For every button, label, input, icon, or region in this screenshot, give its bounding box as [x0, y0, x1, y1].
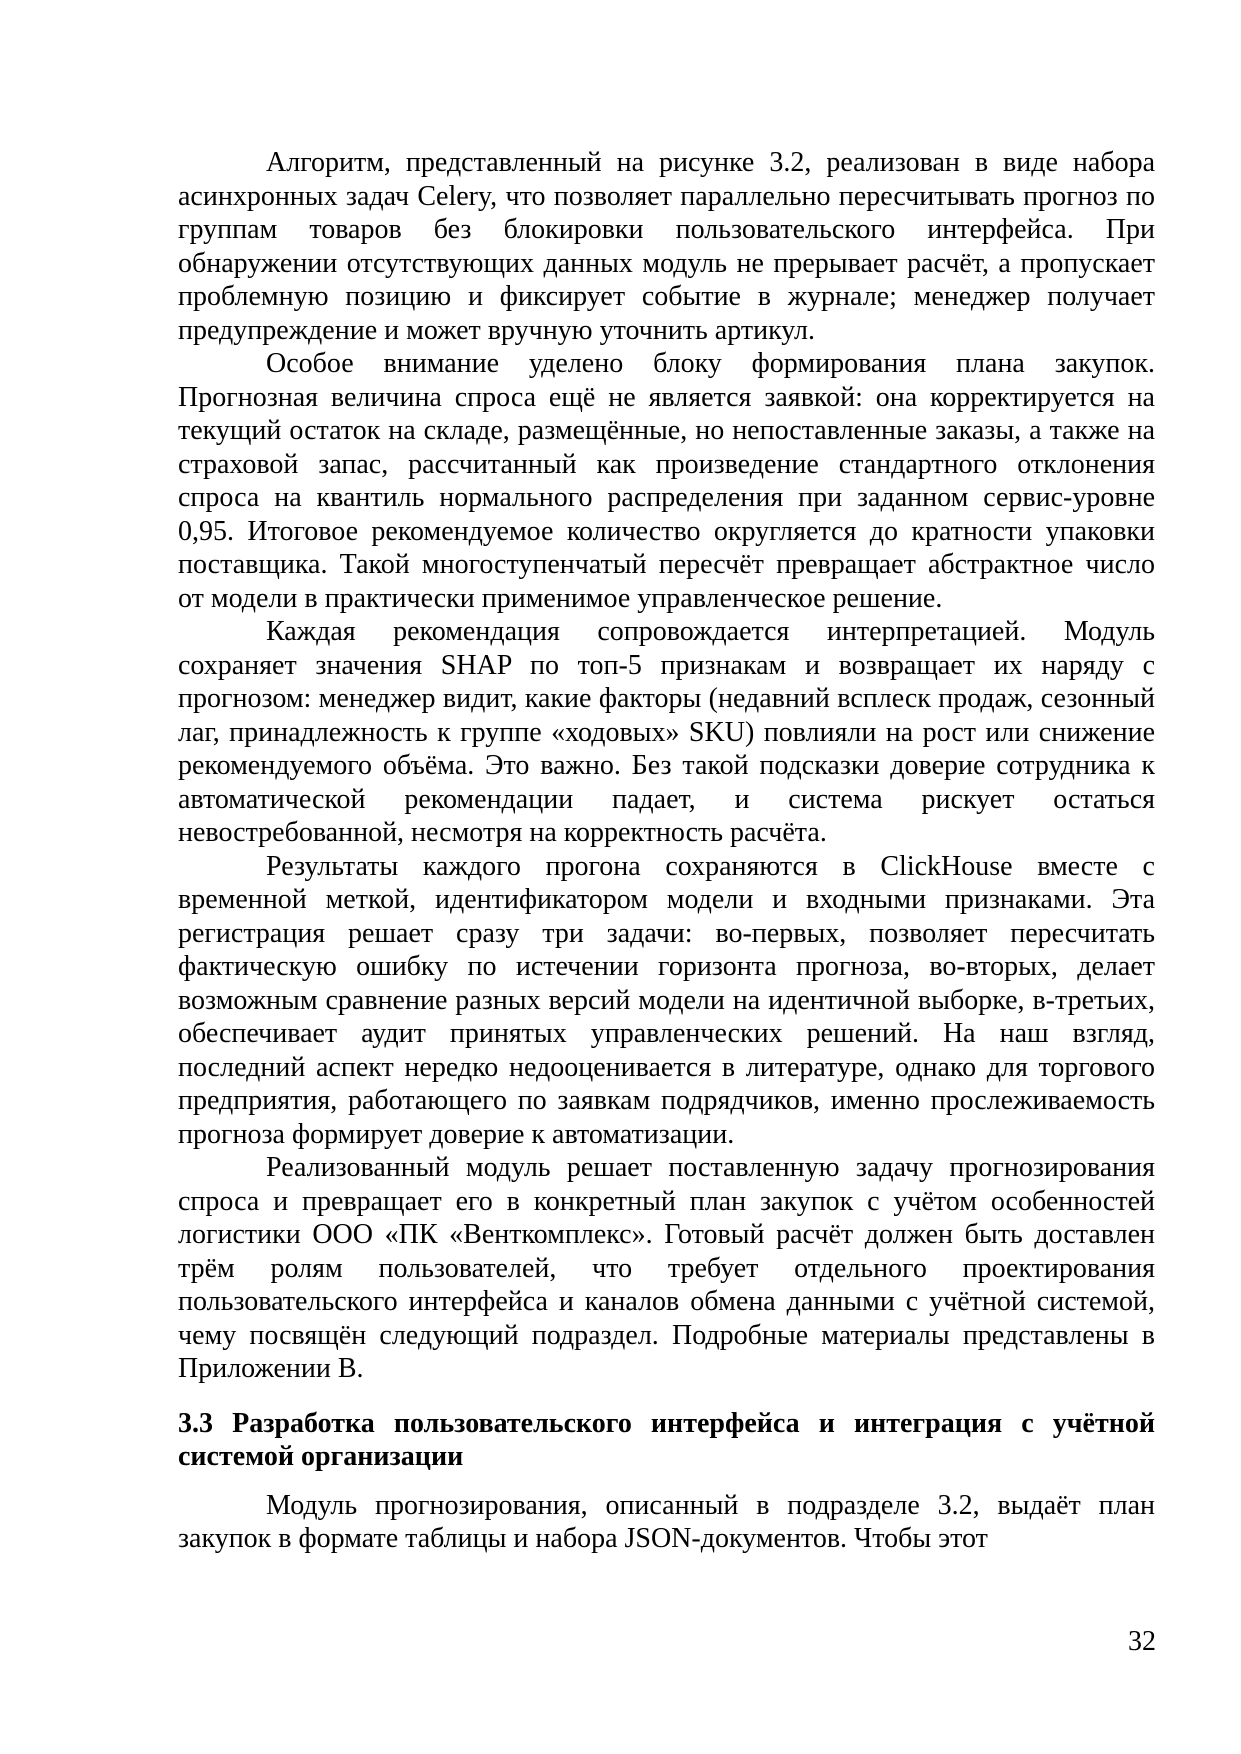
page-content	[178, 146, 1155, 1556]
paragraph-interpretation: Каждая рекомендация сопровождается интерпретацией. Модуль сохраняет значения SHAP по топ-5 признакам и возвращает их наряду с прогнозом: менеджер видит, какие факторы (недавний всплеск продаж, сезонный лаг, принадлежность к группе «ходовых» SKU) повлияли на рост или снижение рекомендуемого объёма. Это важно. Без такой подсказки доверие сотрудника к автоматической рекомендации падает, и система рискует остаться невостребованной, несмотря на корректность расчёта.	[178, 616, 1155, 848]
paragraph-clickhouse-results: Результаты каждого прогона сохраняются в ClickHouse вместе с временной меткой, идентификатором модели и входными признаками. Эта регистрация решает сразу три задачи: во-первых, позволяет пересчитать фактическую ошибку по истечении горизонта прогноза, во-вторых, делает возможным сравнение разных версий модели на идентичной выборке, в-третьих, обеспечивает аудит принятых управленческих решений. На наш взгляд, последний аспект нередко недооценивается в литературе, однако для торгового предприятия, работающего по заявкам подрядчиков, именно прослеживаемость прогноза формирует доверие к автоматизации.	[178, 850, 1155, 1150]
paragraph-module-summary: Реализованный модуль решает поставленную задачу прогнозирования спроса и превращает его в конкретный план закупок с учётом особенностей логистики ООО «ПК «Венткомплекс». Готовый расчёт должен быть доставлен трём ролям пользователей, что требует отдельного проектирования пользовательского интерфейса и каналов обмена данными с учётной системой, чему посвящён следующий подраздел. Подробные материалы представлены в Приложении В.	[178, 1152, 1155, 1384]
paragraph-celery-algorithm: Алгоритм, представленный на рисунке 3.2, реализован в виде набора асинхронных задач Celery, что позволяет параллельно пересчитывать прогноз по группам товаров без блокировки пользовательского интерфейса. При обнаружении отсутствующих данных модуль не прерывает расчёт, а пропускает проблемную позицию и фиксирует событие в журнале; менеджер получает предупреждение и может вручную уточнить артикул.	[178, 147, 1155, 346]
page-number: 32	[1128, 1626, 1156, 1657]
paragraph-forecast-module: Модуль прогнозирования, описанный в подразделе 3.2, выдаёт план закупок в формате таблицы и набора JSON-документов. Чтобы этот	[178, 1489, 1155, 1554]
paragraph-purchase-plan: Особое внимание уделено блоку формирования плана закупок. Прогнозная величина спроса ещё не является заявкой: она корректируется на текущий остаток на складе, размещённые, но непоставленные заказы, а также на страховой запас, рассчитанный как произведение стандартного отклонения спроса на квантиль нормального распределения при заданном сервис-уровне 0,95. Итоговое рекомендуемое количество округляется до кратности упаковки поставщика. Такой многоступенчатый пересчёт превращает абстрактное число от модели в практически применимое управленческое решение.	[178, 348, 1155, 614]
section-heading: 3.3 Разработка пользовательского интерфейса и интеграция с учётной системой организации	[178, 1407, 1155, 1472]
